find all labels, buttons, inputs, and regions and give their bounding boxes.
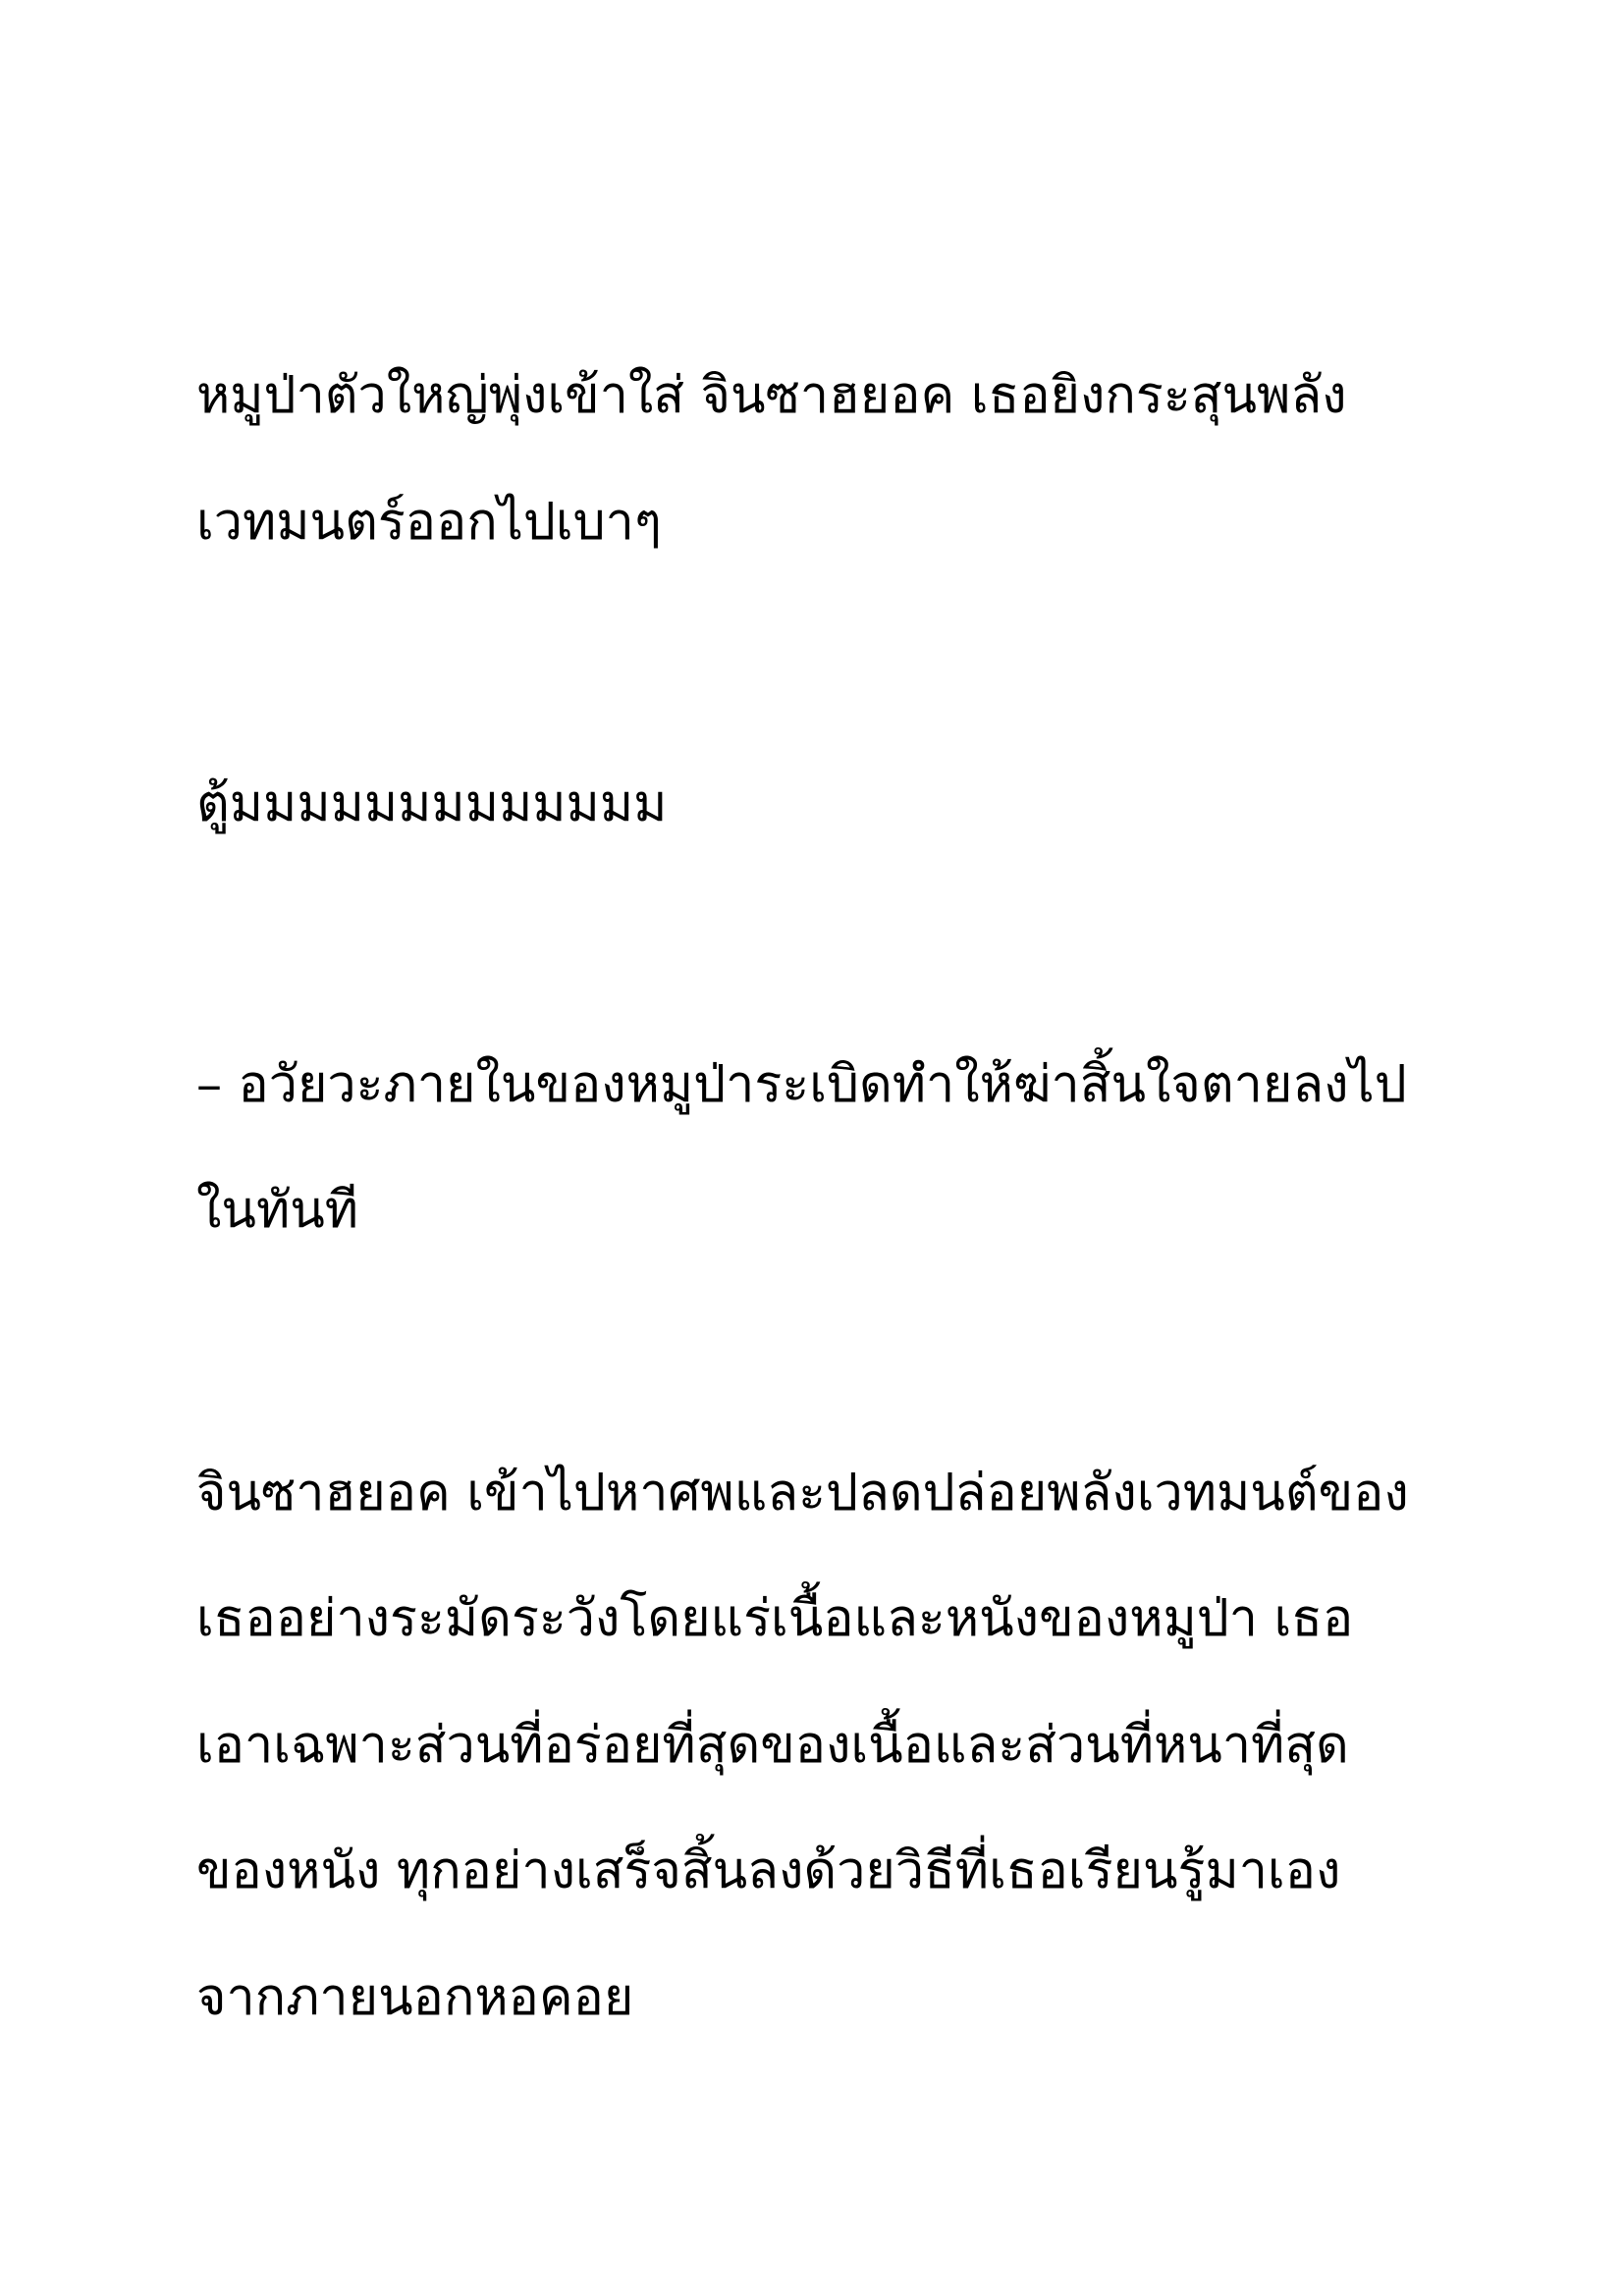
- paragraph-3-line-5: จากภายนอกหอคอย: [196, 1968, 634, 2027]
- paragraph-3-line-3: เอาเฉพาะส่วนที่อร่อยที่สุดของเนื้อและส่วนที่หนาที่สุด: [196, 1716, 1349, 1775]
- paragraph-1-line-1: หมูป่าตัวใหญ่พุ่งเข้าใส่ จินซาฮยอค เธอยิงกระสุนพลัง: [196, 366, 1347, 425]
- paragraph-3-line-2: เธออย่างระมัดระวังโดยแร่เนื้อและหนังของหมูป่า เธอ: [196, 1589, 1354, 1648]
- paragraph-3-line-4: ของหนัง ทุกอย่างเสร็จสิ้นลงด้วยวิธีที่เธอเรียนรู้มาเอง: [196, 1842, 1341, 1900]
- paragraph-2-line-1: – อวัยวะภายในของหมูป่าระเบิดทำให้ฆ่าสิ้นใจตายลงไป: [196, 1055, 1407, 1114]
- paragraph-1-line-2: เวทมนตร์ออกไปเบาๆ: [196, 493, 662, 552]
- sound-effect-line: ตู้มมมมมมมมมมมมม: [196, 774, 668, 833]
- paragraph-2-line-2: ในทันที: [196, 1181, 359, 1240]
- paragraph-3-line-1: จินซาฮยอค เข้าไปหาศพและปลดปล่อยพลังเวทมนต์ของ: [196, 1464, 1409, 1522]
